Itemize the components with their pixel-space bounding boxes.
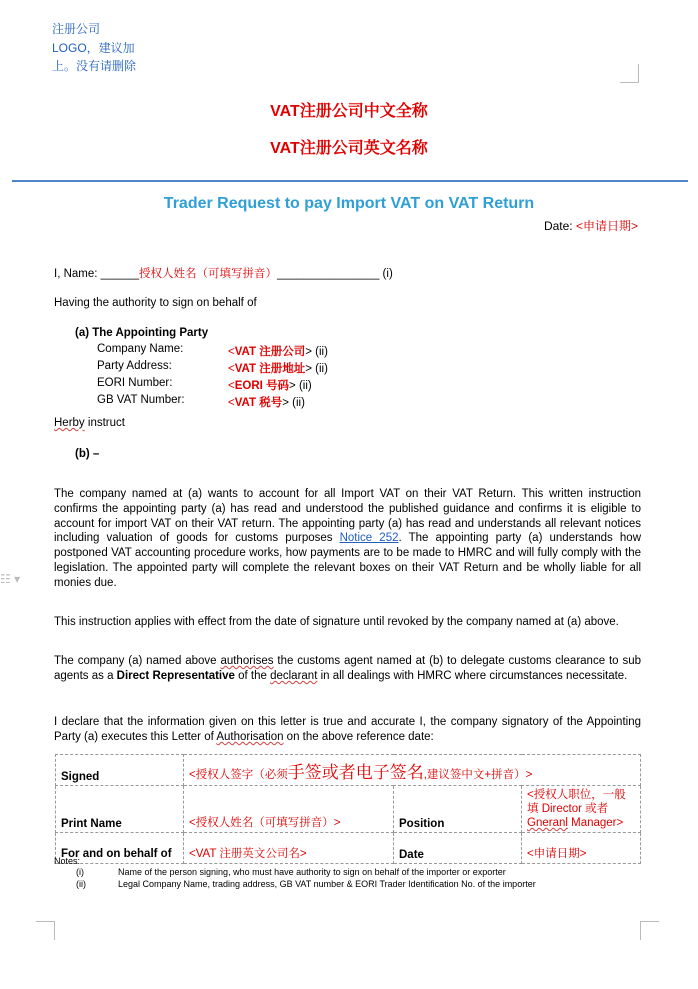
para3-direct-representative: Direct Representative <box>116 669 235 682</box>
para3-declarant: declarant <box>270 669 318 682</box>
note-number: (i) <box>76 867 84 877</box>
date-label: Date: <box>543 219 576 233</box>
date-value: <申请日期> <box>575 219 638 233</box>
party-row-value <box>228 360 328 376</box>
para3-text-a: The company (a) named above <box>54 655 221 667</box>
party-row-value <box>228 377 312 393</box>
signed-label: Signed <box>56 755 184 786</box>
authority-line: Having the authority to sign on behalf of <box>54 297 257 309</box>
party-row-close: > (ii) <box>305 346 328 358</box>
date-label-cell: Date <box>394 833 522 864</box>
signature-table <box>55 754 641 864</box>
para3-authorises: authorises <box>220 655 274 667</box>
party-row-label: GB VAT Number: <box>97 394 185 406</box>
print-name-field[interactable]: <授权人姓名（可填写拼音）> <box>184 786 394 833</box>
party-row-close: > (ii) <box>289 380 312 392</box>
date-line <box>544 217 638 234</box>
position-label: Position <box>394 786 522 833</box>
logo-placeholder-note: 注册公司LOGO，建议加上。没有请删除 <box>52 22 137 73</box>
date-field[interactable]: <申请日期> <box>522 833 641 864</box>
margin-corner-bottom-left <box>36 921 55 940</box>
party-row-value-text: VAT 注册地址 <box>234 363 306 375</box>
position-text-b: Manager> <box>567 817 624 829</box>
party-row-open: < <box>228 363 235 375</box>
party-row-value-text: VAT 注册公司 <box>234 346 306 358</box>
note-item <box>76 879 536 889</box>
party-row-close: > (ii) <box>282 397 305 409</box>
party-row-value <box>228 394 305 410</box>
company-name-cn: VAT注册公司中文全称 <box>270 103 428 120</box>
para4-text-a: I declare that the information given on this letter is true and accurate I, the company signatory of the Appointing Party (a) executes this Letter of <box>54 716 641 743</box>
name-prefix: I, Name: ______ <box>54 268 140 280</box>
party-row-close: > (ii) <box>305 363 328 375</box>
margin-corner-bottom-right <box>640 921 659 940</box>
party-row-value-text: EORI 号码 <box>234 380 290 392</box>
name-value: 授权人姓名（可填写拼音） <box>139 268 278 280</box>
side-marker: ☷ ▾ <box>0 572 21 586</box>
party-row-open: < <box>228 346 235 358</box>
note-item <box>76 867 506 877</box>
margin-corner-top-right <box>620 64 639 83</box>
signed-text-a: <授权人签字（必须 <box>189 769 288 781</box>
paragraph-import-vat <box>54 487 641 591</box>
agent-line: (b) – <box>75 448 100 460</box>
party-row-label: EORI Number: <box>97 377 173 389</box>
name-suffix: ________________ (i) <box>277 268 393 280</box>
behalf-label: For and on behalf of <box>56 833 184 864</box>
signed-text-big: 手签或者电子签名 <box>287 763 424 782</box>
instruct-rest: instruct <box>84 417 125 429</box>
print-name-label: Print Name <box>56 786 184 833</box>
party-row-open: < <box>228 397 235 409</box>
para1-text-a: The company named at (a) wants to account for all Import VAT on their VAT Return. This written instruction confirms the appointing party (a) has read and understood the published guidance and confirms it is eligible to account for import VAT on their VAT return. The appointing party (a) has read and understands all relevant notices including valuation of goods for customs purposes <box>54 488 641 545</box>
notes-heading: Notes: <box>54 856 81 866</box>
note-number: (ii) <box>76 879 86 889</box>
position-field[interactable] <box>522 786 641 833</box>
document-title: Trader Request to pay Import VAT on VAT Return <box>163 195 535 212</box>
para4-text-b: on the above reference date: <box>283 730 434 743</box>
signed-text-b: ,建议签中文+拼音）> <box>423 769 533 781</box>
para4-authorisation: Authorisation <box>216 730 284 743</box>
position-gneranl: Gneranl <box>527 817 568 829</box>
para1-text-b: . The appointing party (a) understands how postponed VAT accounting procedure works, how payments are to be made to HMRC and will fully comply with the legislation. The appointed party will complete the relevant boxes on their VAT Return and be wholly liable for all monies due. <box>54 532 641 589</box>
party-row-open: < <box>228 380 235 392</box>
para3-text-b: the customs agent named at (b) to delegate customs clearance to sub agents as a <box>54 655 641 682</box>
party-row-value-text: VAT 税号 <box>234 397 283 409</box>
para3-text-d: in all dealings with HMRC where circumstances necessitate. <box>317 669 628 682</box>
position-text-a: <授权人职位，一般填 Director 或者 <box>527 789 626 815</box>
para3-text-c: of the <box>234 669 271 682</box>
note-text: Name of the person signing, who must have authority to sign on behalf of the importer or exporter <box>118 867 506 877</box>
paragraph-direct-representative <box>54 654 641 684</box>
party-row-label: Party Address: <box>97 360 172 372</box>
header-divider <box>12 180 688 182</box>
notice-252-link[interactable]: Notice 252 <box>339 532 399 545</box>
signed-field[interactable] <box>184 755 641 786</box>
instruct-line <box>54 417 125 429</box>
note-text: Legal Company Name, trading address, GB VAT number & EORI Trader Identification No. of the importer <box>118 879 536 889</box>
party-row-value <box>228 343 328 359</box>
paragraph-declaration <box>54 715 641 745</box>
paragraph-effect: This instruction applies with effect from the date of signature until revoked by the company named at (a) above. <box>54 616 619 628</box>
party-row-label: Company Name: <box>97 343 184 355</box>
name-line <box>54 265 393 281</box>
instruct-word: Herby <box>54 417 85 429</box>
behalf-field[interactable]: <VAT 注册英文公司名> <box>184 833 394 864</box>
company-name-en: VAT注册公司英文名称 <box>270 140 428 157</box>
appointing-party-heading: (a) The Appointing Party <box>75 327 209 339</box>
